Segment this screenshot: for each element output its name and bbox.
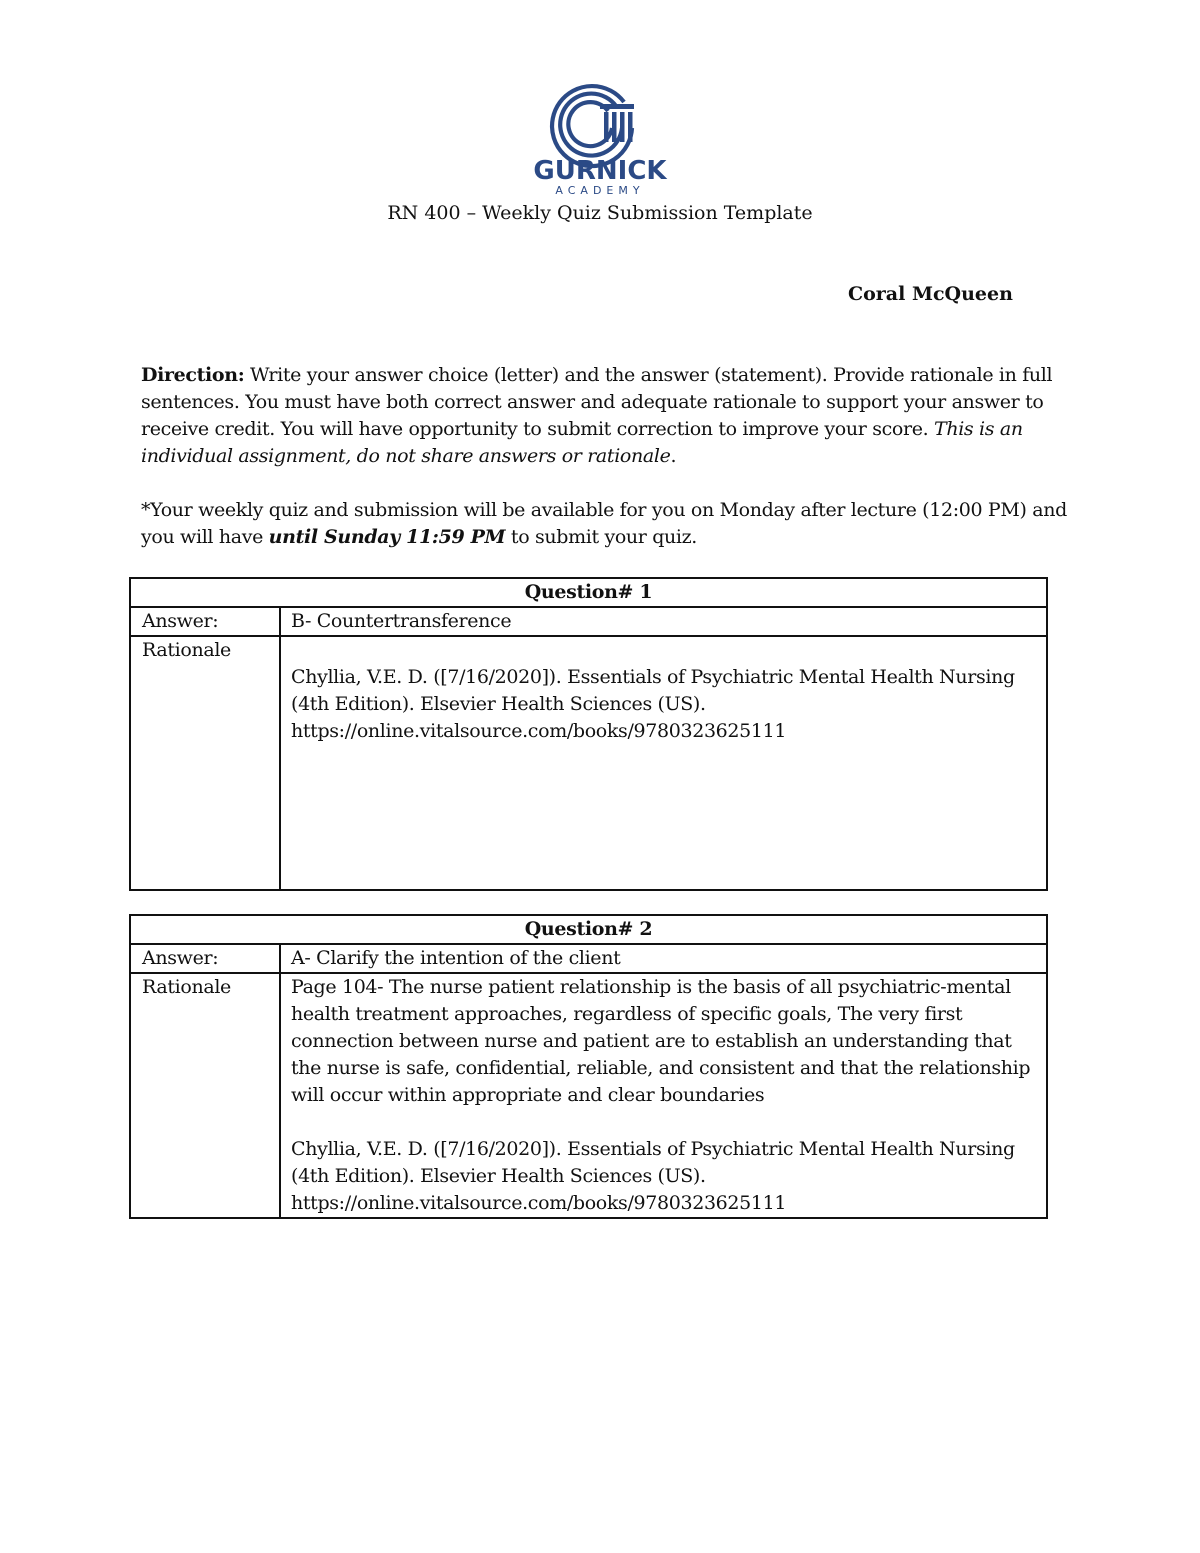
citation-url: https://online.vitalsource.com/books/9780323625111: [291, 1192, 787, 1214]
rationale-text: [291, 637, 1036, 664]
citation-text: Chyllia, V.E. D. ([7/16/2020]). Essentials of Psychiatric Mental Health Nursing (4th Edition). Elsevier Health Sciences (US).: [291, 1138, 1015, 1187]
availability-text: *Your weekly quiz and submission will be available for you on Monday after lecture (12:00 PM) and you will have: [141, 499, 1067, 548]
answer-label: Answer:: [130, 607, 280, 636]
citation-url: https://online.vitalsource.com/books/9780323625111: [291, 720, 787, 742]
question-1-table: [129, 577, 1048, 891]
answer-value: B- Countertransference: [280, 607, 1047, 636]
rationale-text: Page 104- The nurse patient relationship is the basis of all psychiatric-mental health treatment approaches, regardless of specific goals, The very first connection between nurse and patient are to establish an understanding that the nurse is safe, confidential, reliable, and consistent and that the relationship will occur within appropriate and clear boundaries: [291, 976, 1031, 1106]
direction-italic-note: This is an individual assignment, do not share answers or rationale: [141, 418, 1023, 467]
rationale-cell: [280, 973, 1047, 1218]
question-heading: Question# 2: [130, 915, 1047, 944]
question-heading: Question# 1: [130, 578, 1047, 607]
direction-label: Direction:: [141, 364, 245, 386]
availability-end: to submit your quiz.: [505, 526, 697, 548]
answer-value: A- Clarify the intention of the client: [280, 944, 1047, 973]
question-2-table: [129, 914, 1048, 1219]
logo-sub-text: ACADEMY: [555, 184, 645, 197]
rationale-label: Rationale: [130, 636, 280, 890]
logo-brand-text: GURNICK: [533, 156, 667, 186]
gurnick-g-emblem-icon: [520, 66, 680, 198]
deadline-text: until Sunday 11:59 PM: [268, 526, 506, 548]
rationale-cell: [280, 636, 1047, 890]
rationale-spacer: [291, 1109, 1036, 1136]
direction-paragraph: [141, 362, 1071, 470]
document-title: RN 400 – Weekly Quiz Submission Template: [387, 202, 813, 224]
direction-end: .: [670, 445, 677, 467]
rationale-label: Rationale: [130, 973, 280, 1218]
author-name: Coral McQueen: [848, 283, 1013, 305]
answer-label: Answer:: [130, 944, 280, 973]
direction-text: Write your answer choice (letter) and the answer (statement). Provide rationale in full sentences. You must have both correct answer and adequate rationale to support your answer to receive credit. You will have opportunity to submit correction to improve your score.: [141, 364, 1053, 440]
gurnick-logo: [520, 66, 680, 198]
citation-text: Chyllia, V.E. D. ([7/16/2020]). Essentials of Psychiatric Mental Health Nursing (4th Edition). Elsevier Health Sciences (US).: [291, 666, 1015, 715]
availability-paragraph: [141, 497, 1071, 551]
